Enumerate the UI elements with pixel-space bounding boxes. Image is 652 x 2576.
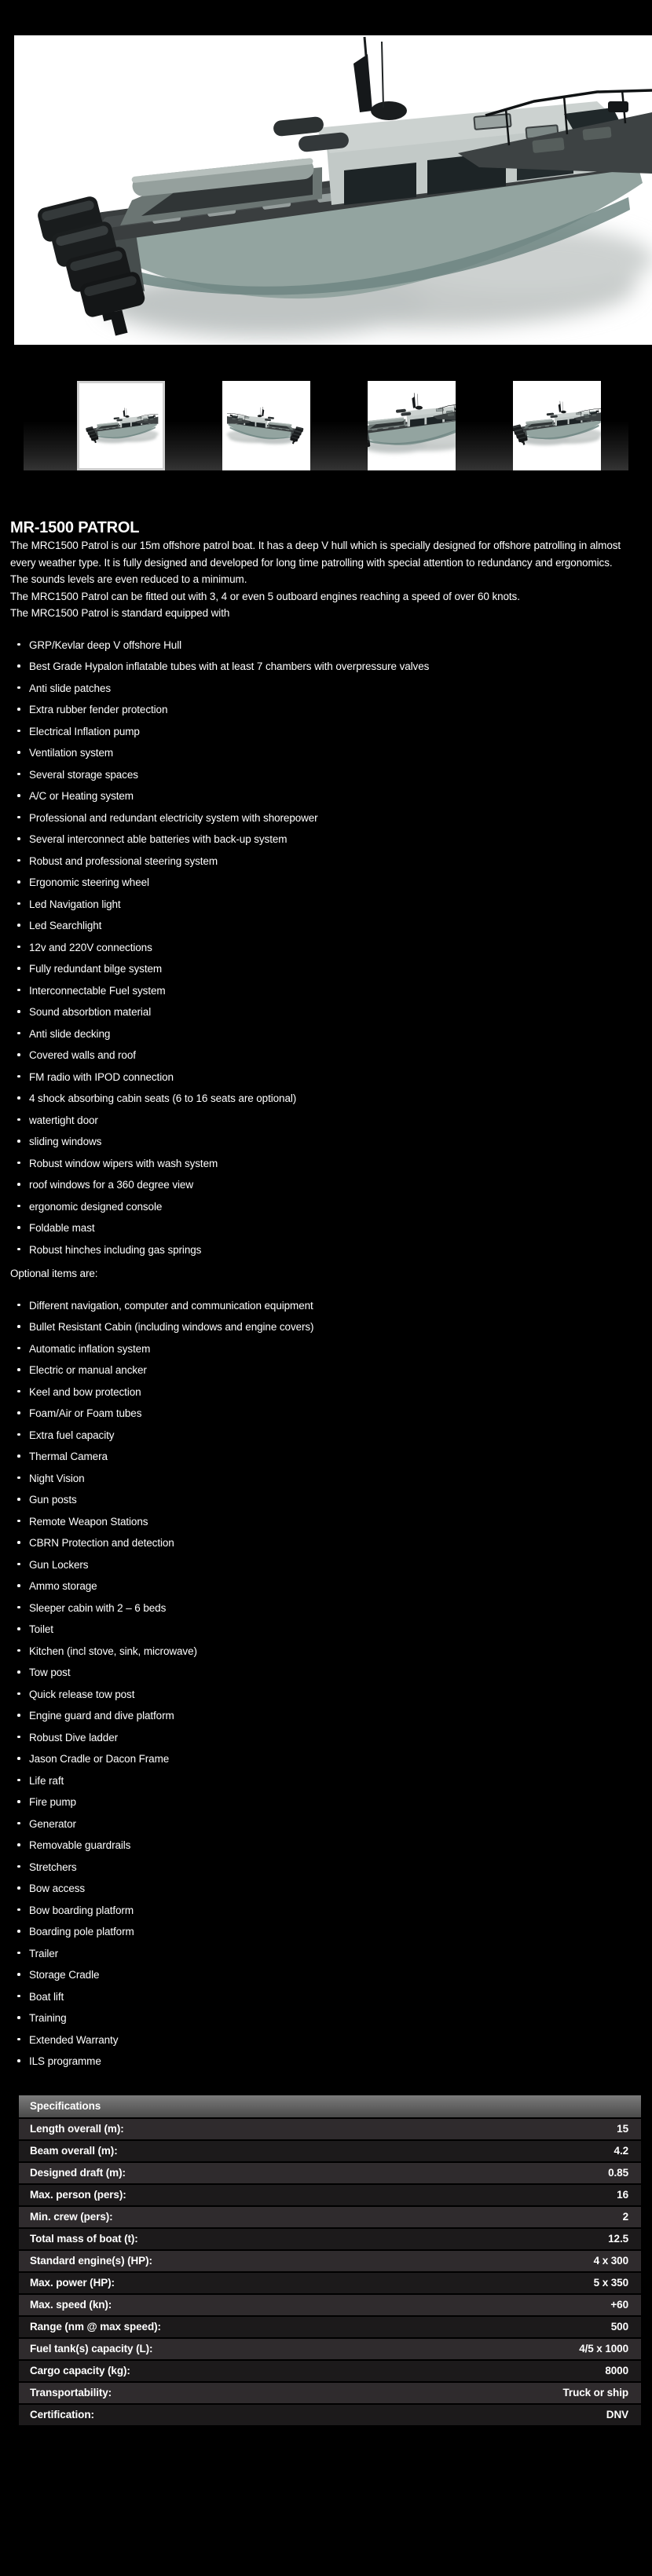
standard-equipment-item: Led Searchlight bbox=[10, 920, 642, 931]
optional-item: Extra fuel capacity bbox=[10, 1429, 642, 1441]
optional-item: CBRN Protection and detection bbox=[10, 1537, 642, 1549]
spec-label: Transportability: bbox=[30, 2387, 112, 2399]
spec-row bbox=[19, 2229, 641, 2251]
standard-equipment-item: GRP/Kevlar deep V offshore Hull bbox=[10, 639, 642, 651]
spec-label: Min. crew (pers): bbox=[30, 2211, 113, 2223]
spec-label: Beam overall (m): bbox=[30, 2145, 118, 2157]
standard-equipment-item: Professional and redundant electricity system with shorepower bbox=[10, 812, 642, 824]
standard-equipment-item: Several storage spaces bbox=[10, 769, 642, 781]
optional-item: Ammo storage bbox=[10, 1580, 642, 1592]
optional-item: Bullet Resistant Cabin (including windows and engine covers) bbox=[10, 1321, 642, 1333]
optional-item: Engine guard and dive platform bbox=[10, 1710, 642, 1722]
optional-item: Storage Cradle bbox=[10, 1969, 642, 1981]
optional-item: Electric or manual ancker bbox=[10, 1364, 642, 1376]
spec-row bbox=[19, 2273, 641, 2295]
spec-value: +60 bbox=[610, 2299, 628, 2311]
specifications-rows bbox=[19, 2119, 641, 2427]
standard-equipment-item: A/C or Heating system bbox=[10, 790, 642, 802]
standard-equipment-item: Electrical Inflation pump bbox=[10, 726, 642, 737]
standard-equipment-item: Anti slide patches bbox=[10, 682, 642, 694]
optional-item: Toilet bbox=[10, 1623, 642, 1635]
standard-equipment-item: Interconnectable Fuel system bbox=[10, 985, 642, 997]
gallery-thumbnail-3[interactable] bbox=[368, 381, 456, 470]
optional-item: Boarding pole platform bbox=[10, 1926, 642, 1937]
optional-items-list bbox=[10, 1300, 642, 2068]
optional-item: Removable guardrails bbox=[10, 1839, 642, 1851]
spec-label: Designed draft (m): bbox=[30, 2167, 126, 2179]
specifications-table bbox=[19, 2095, 641, 2427]
standard-equipment-item: FM radio with IPOD connection bbox=[10, 1071, 642, 1083]
optional-item: Gun posts bbox=[10, 1494, 642, 1506]
gallery-thumbnail-strip bbox=[24, 381, 628, 470]
optional-item: Quick release tow post bbox=[10, 1689, 642, 1700]
spec-row bbox=[19, 2361, 641, 2383]
spec-row bbox=[19, 2185, 641, 2207]
optional-item: Thermal Camera bbox=[10, 1451, 642, 1462]
spec-label: Cargo capacity (kg): bbox=[30, 2365, 130, 2377]
standard-equipment-item: watertight door bbox=[10, 1114, 642, 1126]
spec-value: 8000 bbox=[605, 2365, 628, 2377]
intro-paragraph-2: The MRC1500 Patrol can be fitted out with 3, 4 or even 5 outboard engines reaching a speed of over 60 knots. bbox=[10, 590, 520, 602]
standard-equipment-item: Ventilation system bbox=[10, 747, 642, 759]
optional-item: Bow access bbox=[10, 1883, 642, 1894]
optional-item: Gun Lockers bbox=[10, 1559, 642, 1571]
spec-label: Total mass of boat (t): bbox=[30, 2233, 138, 2245]
main-product-image bbox=[14, 35, 652, 345]
optional-item: Automatic inflation system bbox=[10, 1343, 642, 1355]
optional-item: Remote Weapon Stations bbox=[10, 1516, 642, 1528]
standard-equipment-item: roof windows for a 360 degree view bbox=[10, 1179, 642, 1191]
spec-value: 0.85 bbox=[608, 2167, 628, 2179]
standard-equipment-item: Robust and professional steering system bbox=[10, 855, 642, 867]
optional-item: Fire pump bbox=[10, 1796, 642, 1808]
spec-label: Fuel tank(s) capacity (L): bbox=[30, 2343, 153, 2355]
spec-label: Standard engine(s) (HP): bbox=[30, 2255, 152, 2267]
optional-item: Foam/Air or Foam tubes bbox=[10, 1407, 642, 1419]
optional-item: Kitchen (incl stove, sink, microwave) bbox=[10, 1645, 642, 1657]
specifications-table-header: Specifications bbox=[19, 2095, 641, 2119]
optional-item: Jason Cradle or Dacon Frame bbox=[10, 1753, 642, 1765]
spec-row bbox=[19, 2163, 641, 2185]
optional-item: ILS programme bbox=[10, 2055, 642, 2067]
gallery-thumbnail-1[interactable] bbox=[77, 381, 165, 470]
standard-equipment-item: Robust window wipers with wash system bbox=[10, 1158, 642, 1169]
standard-equipment-item: Led Navigation light bbox=[10, 898, 642, 910]
spec-row bbox=[19, 2383, 641, 2405]
optional-item: Life raft bbox=[10, 1775, 642, 1787]
optional-item: Bow boarding platform bbox=[10, 1905, 642, 1916]
spec-label: Range (nm @ max speed): bbox=[30, 2321, 161, 2333]
spec-label: Length overall (m): bbox=[30, 2123, 124, 2135]
spec-value: 15 bbox=[617, 2123, 628, 2135]
page-title: MR-1500 PATROL bbox=[10, 519, 140, 536]
standard-equipment-item: Extra rubber fender protection bbox=[10, 704, 642, 715]
spec-row bbox=[19, 2405, 641, 2427]
gallery-thumbnail-4[interactable] bbox=[513, 381, 601, 470]
optional-item: Keel and bow protection bbox=[10, 1386, 642, 1398]
spec-row bbox=[19, 2339, 641, 2361]
spec-row bbox=[19, 2251, 641, 2273]
optional-item: Extended Warranty bbox=[10, 2034, 642, 2046]
spec-row bbox=[19, 2141, 641, 2163]
spec-row bbox=[19, 2295, 641, 2317]
optional-item: Stretchers bbox=[10, 1861, 642, 1873]
standard-equipment-item: Best Grade Hypalon inflatable tubes with at least 7 chambers with overpressure valves bbox=[10, 660, 642, 672]
spec-value: 16 bbox=[617, 2189, 628, 2201]
spec-row bbox=[19, 2317, 641, 2339]
spec-label: Max. power (HP): bbox=[30, 2277, 115, 2289]
standard-equipment-item: Robust hinches including gas springs bbox=[10, 1244, 642, 1256]
standard-equipment-item: 12v and 220V connections bbox=[10, 942, 642, 953]
spec-row bbox=[19, 2119, 641, 2141]
product-description bbox=[0, 519, 652, 2067]
spec-label: Max. speed (kn): bbox=[30, 2299, 112, 2311]
optional-item: Training bbox=[10, 2012, 642, 2024]
standard-equipment-item: Covered walls and roof bbox=[10, 1049, 642, 1061]
spec-label: Certification: bbox=[30, 2409, 94, 2420]
optional-items-heading: Optional items are: bbox=[10, 1268, 98, 1279]
standard-equipment-item: 4 shock absorbing cabin seats (6 to 16 seats are optional) bbox=[10, 1092, 642, 1104]
spec-value: 4/5 x 1000 bbox=[579, 2343, 628, 2355]
optional-item: Trailer bbox=[10, 1948, 642, 1959]
spec-row bbox=[19, 2207, 641, 2229]
standard-equipment-item: Ergonomic steering wheel bbox=[10, 876, 642, 888]
spec-value: 5 x 350 bbox=[593, 2277, 628, 2289]
spec-value: Truck or ship bbox=[562, 2387, 628, 2399]
spec-value: 2 bbox=[622, 2211, 628, 2223]
spec-value: 500 bbox=[610, 2321, 628, 2333]
standard-equipment-item: Foldable mast bbox=[10, 1222, 642, 1234]
spec-label: Max. person (pers): bbox=[30, 2189, 126, 2201]
intro-paragraph-1: The MRC1500 Patrol is our 15m offshore patrol boat. It has a deep V hull which is specially designed for offshore patrolling in almost every weather type. It is fully designed and developed for long time patrolling with special attention to redundancy and ergonomics. The sounds levels are even reduced to a minimum. bbox=[10, 540, 621, 585]
gallery-thumbnail-2[interactable] bbox=[222, 381, 310, 470]
standard-equipment-item: Several interconnect able batteries with back-up system bbox=[10, 833, 642, 845]
optional-item: Robust Dive ladder bbox=[10, 1732, 642, 1744]
spec-value: 4.2 bbox=[614, 2145, 628, 2157]
optional-item: Generator bbox=[10, 1818, 642, 1830]
optional-item: Boat lift bbox=[10, 1991, 642, 2003]
standard-equipment-item: Fully redundant bilge system bbox=[10, 963, 642, 975]
standard-equipment-item: sliding windows bbox=[10, 1136, 642, 1147]
spec-value: 12.5 bbox=[608, 2233, 628, 2245]
optional-item: Sleeper cabin with 2 – 6 beds bbox=[10, 1602, 642, 1614]
optional-item: Tow post bbox=[10, 1667, 642, 1678]
spec-value: DNV bbox=[606, 2409, 628, 2420]
standard-equipment-item: ergonomic designed console bbox=[10, 1201, 642, 1213]
optional-item: Night Vision bbox=[10, 1473, 642, 1484]
standard-equipment-item: Sound absorbtion material bbox=[10, 1006, 642, 1018]
standard-equipment-item: Anti slide decking bbox=[10, 1028, 642, 1040]
spec-value: 4 x 300 bbox=[593, 2255, 628, 2267]
intro-paragraph-3: The MRC1500 Patrol is standard equipped with bbox=[10, 607, 230, 619]
standard-equipment-list bbox=[10, 639, 642, 1256]
optional-item: Different navigation, computer and communication equipment bbox=[10, 1300, 642, 1312]
hero-section bbox=[0, 0, 652, 351]
